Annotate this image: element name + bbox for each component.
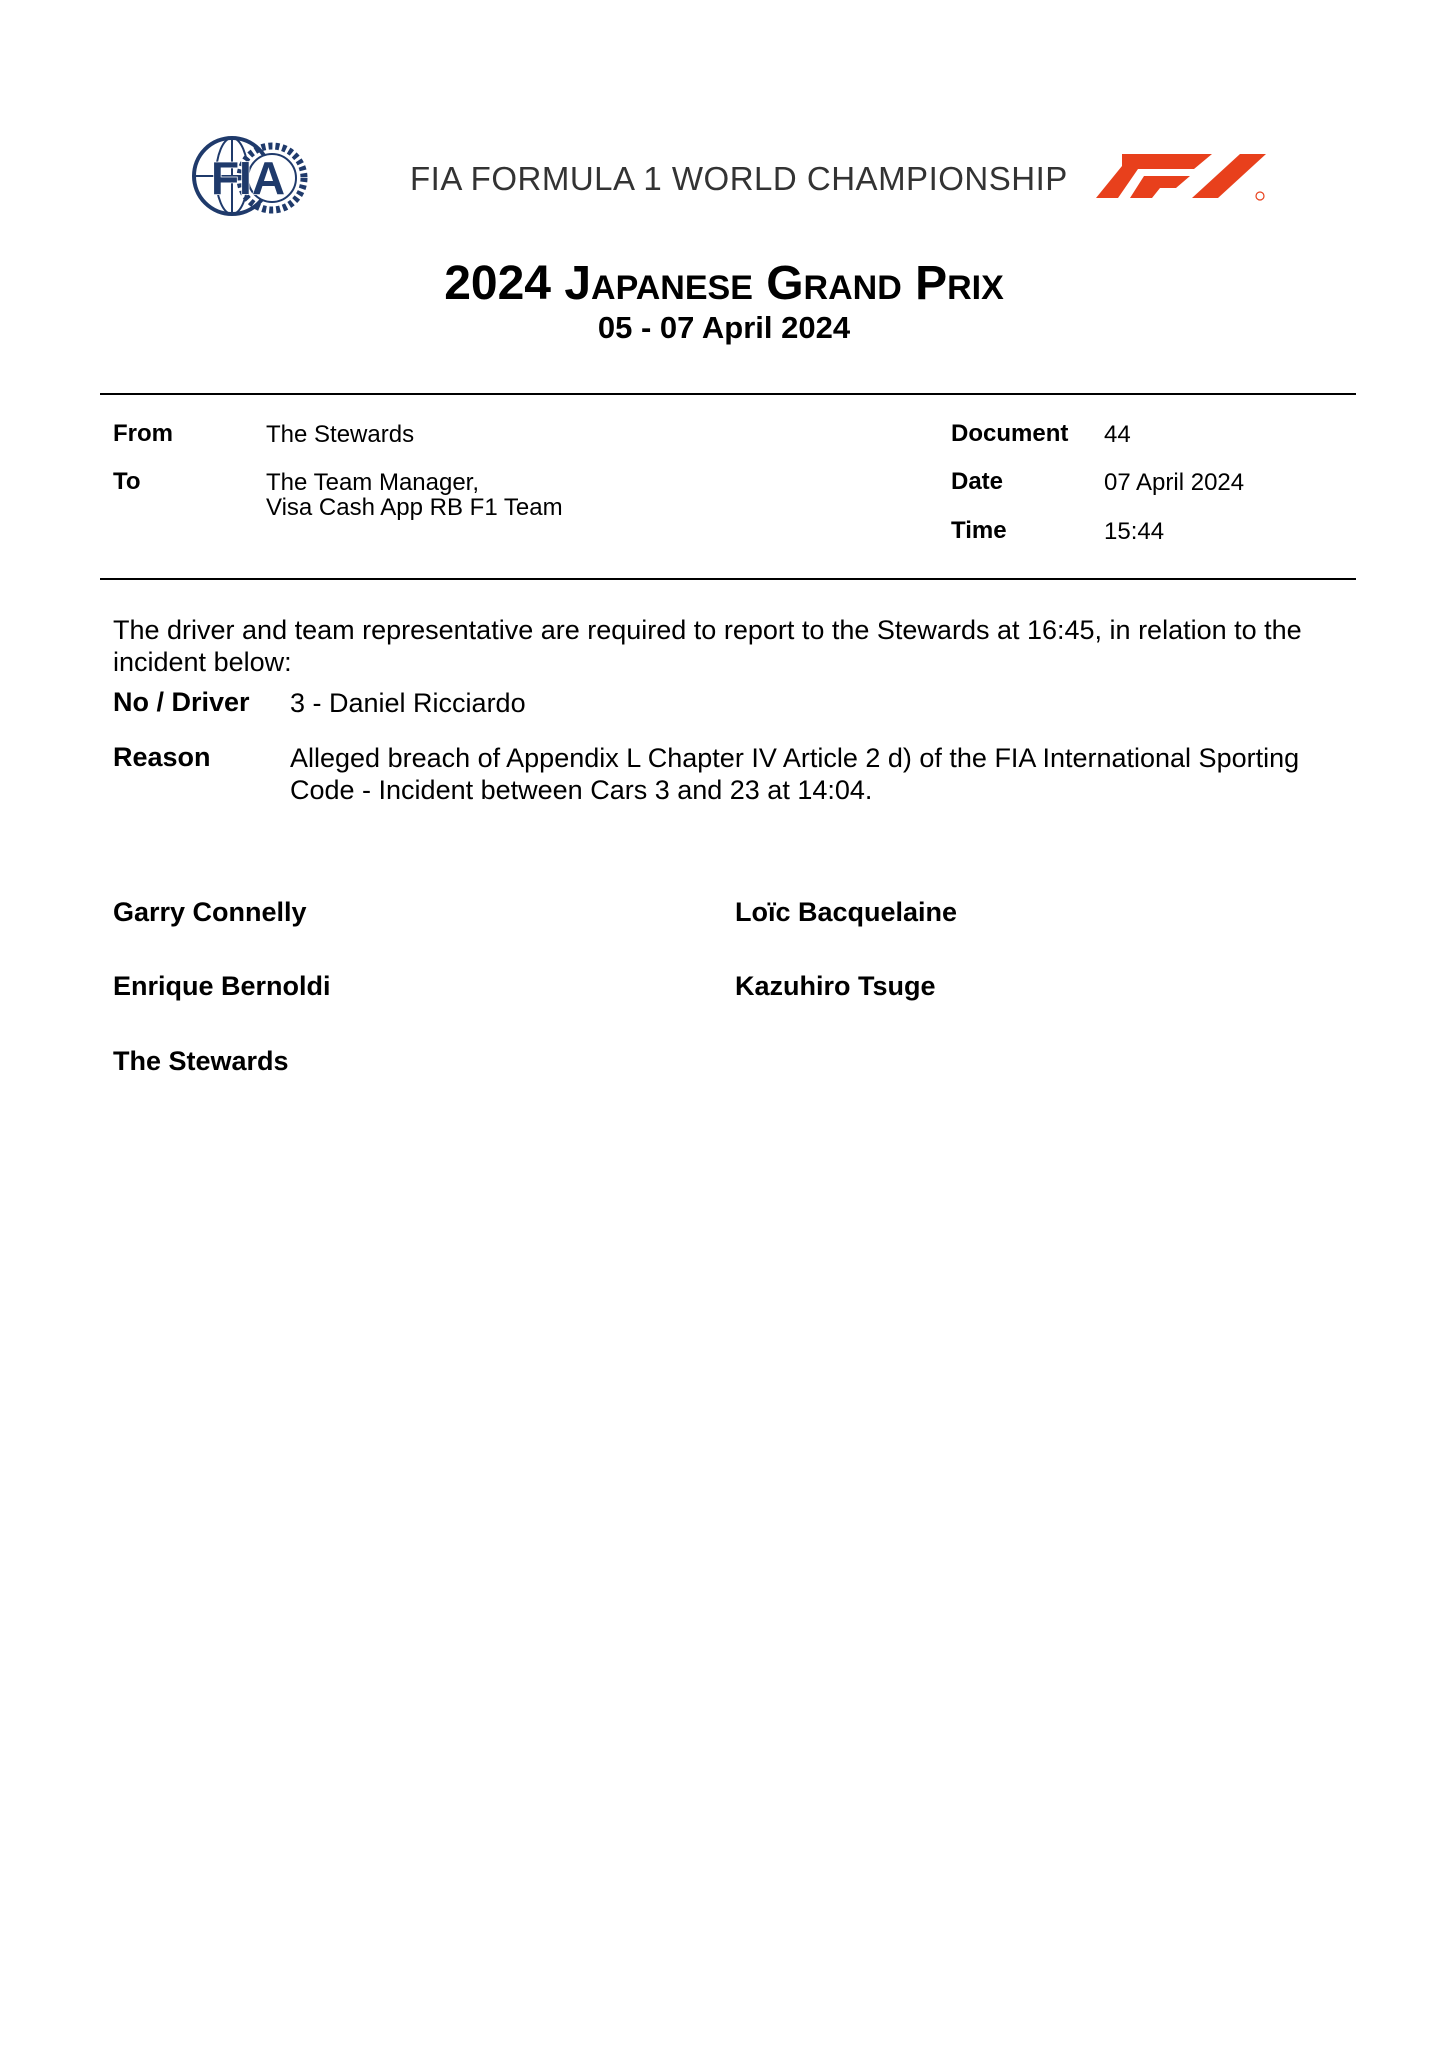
document-value: 44: [1104, 421, 1131, 448]
event-title: [0, 256, 1448, 311]
steward-signatory-3: Enrique Bernoldi: [113, 971, 331, 1001]
championship-title: FIA FORMULA 1 WORLD CHAMPIONSHIP: [410, 160, 1068, 197]
event-dates: 05 - 07 April 2024: [597, 310, 851, 345]
driver-value: 3 - Daniel Ricciardo: [290, 688, 526, 718]
memo-divider: [100, 578, 1356, 580]
to-label: To: [113, 468, 141, 495]
from-value: The Stewards: [266, 421, 415, 448]
document-label: Document: [951, 420, 1069, 447]
driver-label: No / Driver: [113, 687, 250, 717]
steward-signatory-2: Loïc Bacquelaine: [735, 897, 958, 927]
f1-logo: [1094, 154, 1274, 202]
time-value: 15:44: [1104, 518, 1165, 545]
date-value: 07 April 2024: [1104, 469, 1245, 496]
event-name: Japanese Grand Prix: [564, 257, 1004, 310]
steward-signatory-4: Kazuhiro Tsuge: [735, 971, 936, 1001]
reason-value: Alleged breach of Appendix L Chapter IV Article 2 d) of the FIA International Sporting Code - Incident between Cars 3 and 23 at 14:04.: [290, 743, 1300, 805]
header-divider: [100, 393, 1356, 395]
summons-intro: The driver and team representative are required to report to the Stewards at 16:45, in relation to the incident below:: [113, 615, 1302, 677]
time-label: Time: [951, 517, 1007, 544]
steward-signatory-1: Garry Connelly: [113, 897, 307, 927]
to-value-line2: Visa Cash App RB F1 Team: [266, 494, 563, 521]
date-label: Date: [951, 468, 1004, 495]
fia-logo: [186, 134, 310, 218]
reason-label: Reason: [113, 742, 211, 772]
stewards-closing: The Stewards: [113, 1046, 289, 1076]
to-value-line1: The Team Manager,: [266, 469, 480, 496]
from-label: From: [113, 420, 173, 447]
event-year: 2024: [444, 257, 551, 310]
svg-text:FIA: FIA: [210, 152, 286, 204]
